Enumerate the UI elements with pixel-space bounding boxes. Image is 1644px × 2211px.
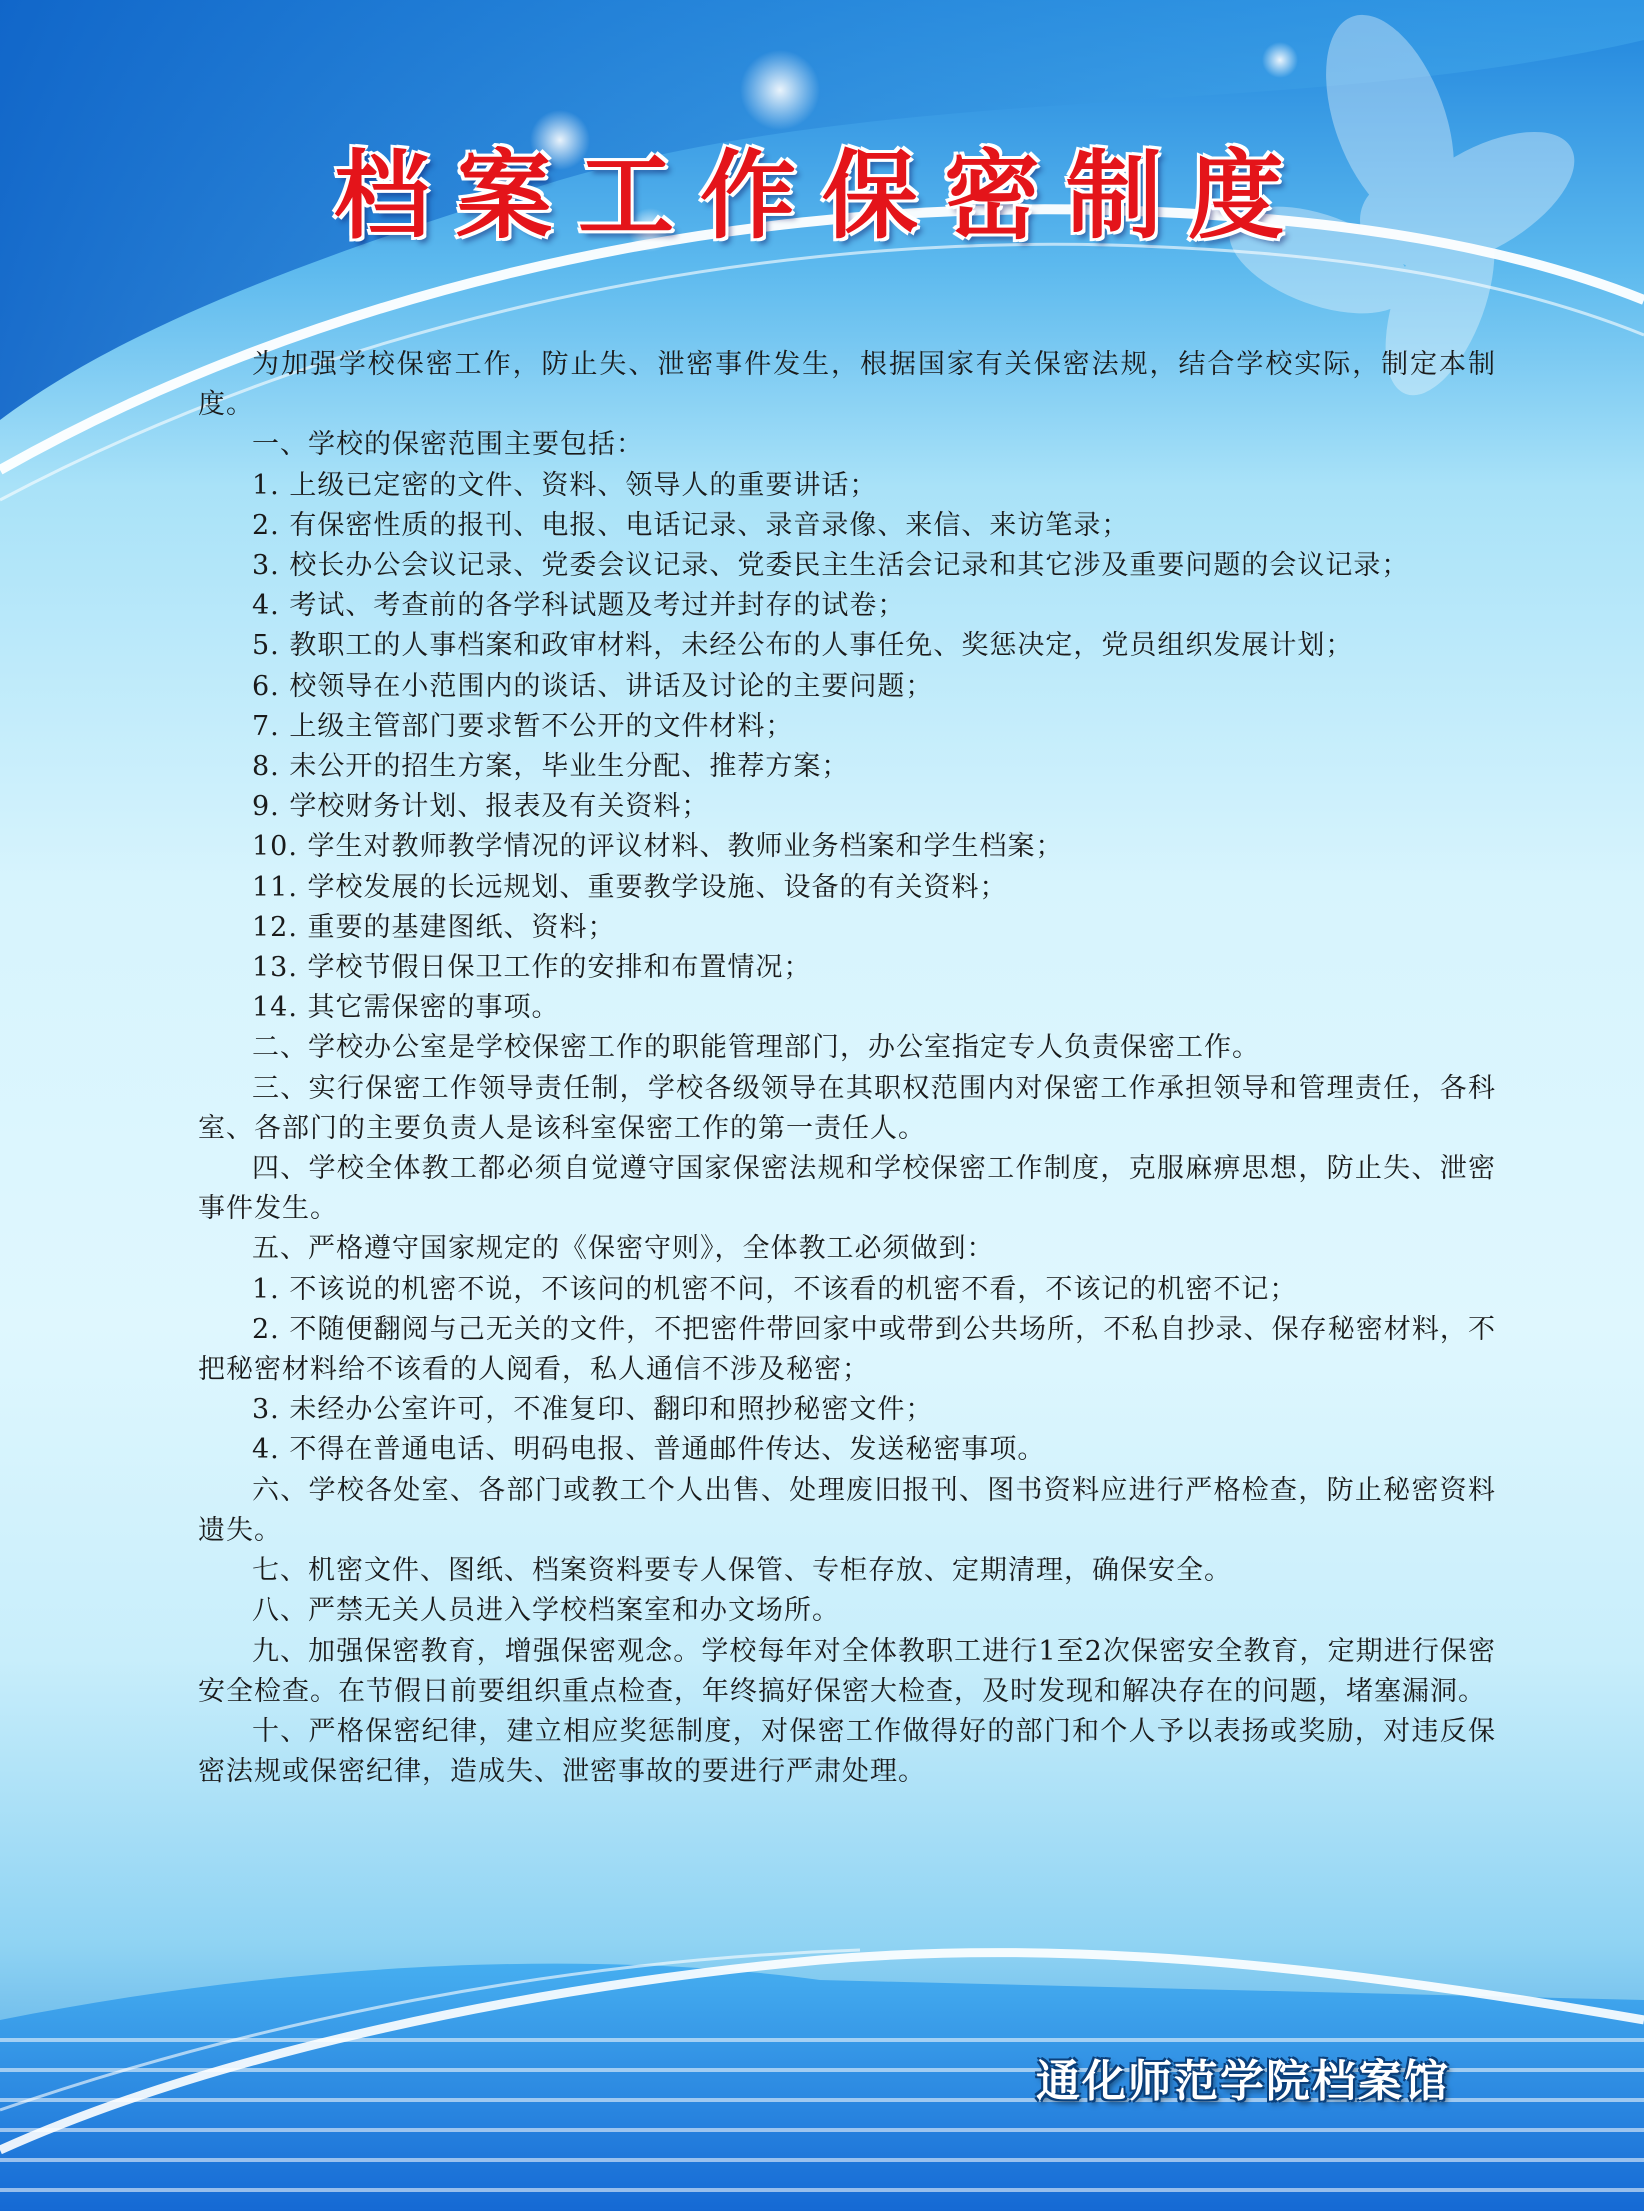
regulation-paragraph: 2. 有保密性质的报刊、电报、电话记录、录音录像、来信、来访笔录；: [252, 509, 1130, 541]
regulation-paragraph: 七、机密文件、图纸、档案资料要专人保管、专柜存放、定期清理，确保安全。: [252, 1555, 1232, 1587]
regulation-paragraph: 二、学校办公室是学校保密工作的职能管理部门，办公室指定专人负责保密工作。: [252, 1032, 1260, 1064]
regulation-paragraph: 1. 不该说的机密不说，不该问的机密不问，不该看的机密不看，不该记的机密不记；: [252, 1273, 1298, 1305]
regulation-paragraph: 9. 学校财务计划、报表及有关资料；: [252, 791, 710, 823]
regulation-paragraph: 7. 上级主管部门要求暂不公开的文件材料；: [252, 710, 794, 742]
regulation-paragraph: 八、严禁无关人员进入学校档案室和办文场所。: [252, 1595, 840, 1627]
regulation-paragraph: 4. 考试、考查前的各学科试题及考过并封存的试卷；: [252, 590, 906, 622]
regulation-paragraph: 四、学校全体教工都必须自觉遵守国家保密法规和学校保密工作制度，克服麻痹思想，防止失、泄密事件发生。: [198, 1153, 1496, 1225]
regulation-paragraph: 2. 不随便翻阅与己无关的文件，不把密件带回家中或带到公共场所，不私自抄录、保存秘密材料，不把秘密材料给不该看的人阅看，私人通信不涉及秘密；: [198, 1313, 1496, 1386]
regulation-paragraph: 六、学校各处室、各部门或教工个人出售、处理废旧报刊、图书资料应进行严格检查，防止秘密资料遗失。: [198, 1474, 1496, 1546]
regulation-paragraph: 8. 未公开的招生方案，毕业生分配、推荐方案；: [252, 751, 850, 783]
regulation-paragraph: 12. 重要的基建图纸、资料；: [252, 911, 616, 943]
regulation-paragraph: 三、实行保密工作领导责任制，学校各级领导在其职权范围内对保密工作承担领导和管理责任，各科室、各部门的主要负责人是该科室保密工作的第一责任人。: [198, 1072, 1496, 1144]
regulation-paragraph: 5. 教职工的人事档案和政审材料，未经公布的人事任免、奖惩决定，党员组织发展计划；: [252, 630, 1354, 662]
regulation-paragraph: 14. 其它需保密的事项。: [252, 992, 560, 1024]
issuer-name: 通化师范学院档案馆: [1036, 2056, 1450, 2107]
regulation-paragraph: 13. 学校节假日保卫工作的安排和布置情况；: [252, 952, 812, 984]
regulation-paragraph: 11. 学校发展的长远规划、重要教学设施、设备的有关资料；: [252, 871, 1008, 903]
regulation-paragraph: 1. 上级已定密的文件、资料、领导人的重要讲话；: [252, 469, 878, 501]
regulation-paragraph: 五、严格遵守国家规定的《保密守则》，全体教工必须做到：: [252, 1233, 995, 1265]
regulation-paragraph: 3. 校长办公会议记录、党委会议记录、党委民主生活会记录和其它涉及重要问题的会议记录；: [252, 550, 1410, 582]
regulation-paragraph: 九、加强保密教育，增强保密观念。学校每年对全体教职工进行1至2次保密安全教育，定期进行保密安全检查。在节假日前要组织重点检查，年终搞好保密大检查，及时发现和解决存在的问题，堵塞漏洞。: [198, 1635, 1496, 1707]
regulation-paragraph: 3. 未经办公室许可，不准复印、翻印和照抄秘密文件；: [252, 1394, 934, 1426]
page-title: 档案工作保密制度: [334, 140, 1310, 252]
regulation-paragraph: 4. 不得在普通电话、明码电报、普通邮件传达、发送秘密事项。: [252, 1434, 1046, 1466]
regulation-paragraph: 6. 校领导在小范围内的谈话、讲话及讨论的主要问题；: [252, 670, 934, 702]
regulation-paragraph: 10. 学生对教师教学情况的评议材料、教师业务档案和学生档案；: [252, 831, 1064, 863]
regulation-body: [198, 345, 1496, 1792]
regulation-paragraph: 十、严格保密纪律，建立相应奖惩制度，对保密工作做得好的部门和个人予以表扬或奖励，对违反保密法规或保密纪律，造成失、泄密事故的要进行严肃处理。: [198, 1715, 1496, 1788]
regulation-paragraph: 为加强学校保密工作，防止失、泄密事件发生，根据国家有关保密法规，结合学校实际，制定本制度。: [198, 349, 1496, 421]
regulation-paragraph: 一、学校的保密范围主要包括：: [252, 429, 644, 461]
